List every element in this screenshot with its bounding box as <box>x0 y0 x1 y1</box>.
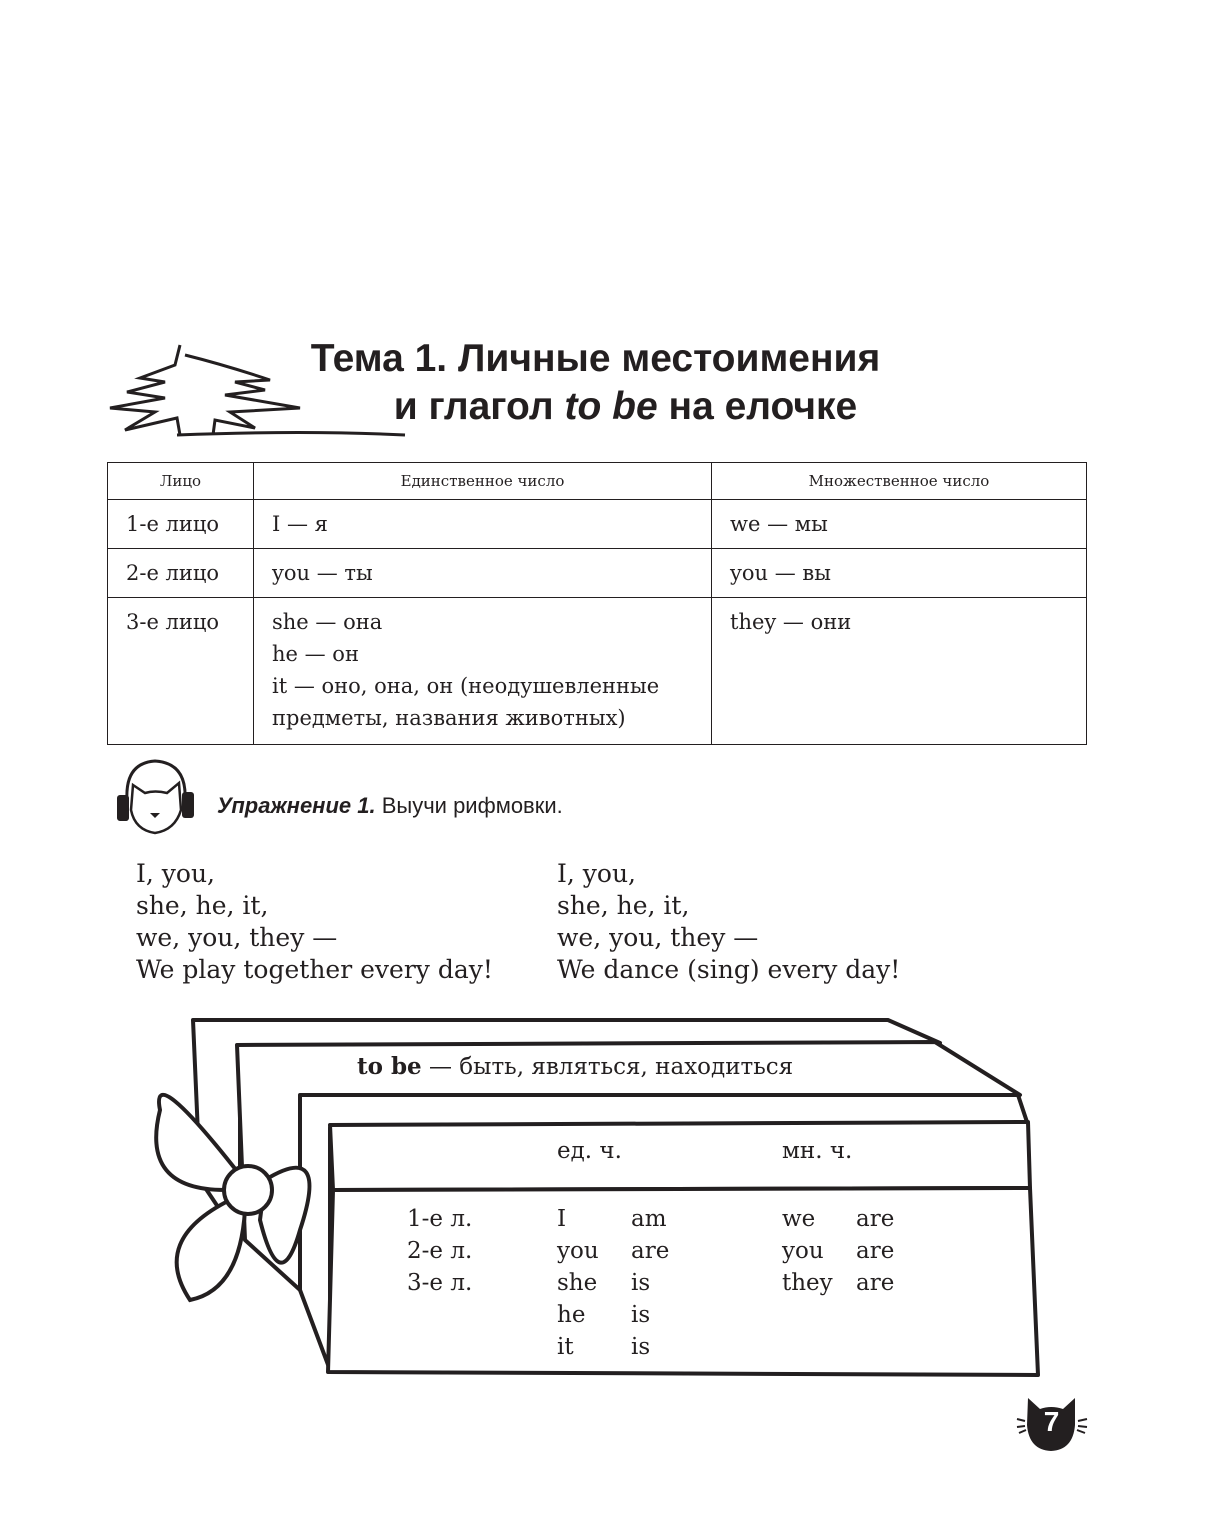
pronoun: she <box>557 1270 598 1296</box>
pronoun: it <box>557 1334 574 1360</box>
verb-form: are <box>856 1206 895 1232</box>
singular-pronouns <box>557 1203 599 1363</box>
cell-line: she — она <box>272 610 383 634</box>
pronoun: you <box>557 1238 599 1264</box>
rhyme-line: We dance (sing) every day! <box>557 955 901 984</box>
page-number: 7 <box>1043 1406 1060 1437</box>
person: 1-е л. <box>407 1206 473 1232</box>
cell: 1-е лицо <box>108 500 254 549</box>
verb-form: am <box>631 1206 667 1232</box>
person: 3-е л. <box>407 1270 473 1296</box>
plural-pronouns <box>782 1203 833 1299</box>
header-cell: Лицо <box>108 463 254 500</box>
exercise-label: Упражнение 1. <box>217 793 376 818</box>
cell: 2-е лицо <box>108 549 254 598</box>
pronoun: he <box>557 1302 586 1328</box>
rhyme-line: we, you, they — <box>557 923 759 952</box>
cell: you — вы <box>712 549 1087 598</box>
rhyme-line: she, he, it, <box>557 891 690 920</box>
cell: I — я <box>254 500 712 549</box>
cell-line: it — оно, она, он (неодушевленные <box>272 674 660 698</box>
rhyme-line: I, you, <box>136 859 215 888</box>
cell: 3-е лицо <box>108 598 254 745</box>
cell: you — ты <box>254 549 712 598</box>
cell-line: he — он <box>272 642 359 666</box>
verb-form: are <box>856 1270 895 1296</box>
rhyme-line: we, you, they — <box>136 923 338 952</box>
singular-verbs <box>631 1203 669 1363</box>
header-cell: Единственное число <box>254 463 712 500</box>
pronoun: I <box>557 1206 567 1232</box>
cell-line: предметы, названия животных) <box>272 706 626 730</box>
to-be-heading <box>357 1053 793 1080</box>
pronoun: they <box>782 1270 833 1296</box>
verb-meaning: — быть, являться, находиться <box>421 1054 794 1080</box>
title-emphasis: to be <box>564 385 658 428</box>
verb: to be <box>357 1053 422 1080</box>
verb-form: is <box>631 1302 651 1328</box>
cell: they — они <box>712 598 1087 745</box>
plural-verbs <box>856 1203 894 1299</box>
pronoun: you <box>782 1238 824 1264</box>
verb-form: is <box>631 1270 651 1296</box>
cell: we — мы <box>712 500 1087 549</box>
verb-form: is <box>631 1334 651 1360</box>
pronoun: we <box>782 1206 816 1232</box>
title-line-1: Тема 1. Личные местоимения <box>310 337 881 380</box>
person-column <box>407 1203 472 1299</box>
rhyme-line: she, he, it, <box>136 891 269 920</box>
rhyme-line: We play together every day! <box>136 955 493 984</box>
verb-form: are <box>856 1238 895 1264</box>
header-cell: Множественное число <box>712 463 1087 500</box>
plural-header: мн. ч. <box>782 1138 853 1164</box>
person: 2-е л. <box>407 1238 473 1264</box>
rhyme-line: I, you, <box>557 859 636 888</box>
singular-header: ед. ч. <box>557 1138 622 1164</box>
title-text: и глагол <box>393 385 565 428</box>
title-text: на елочке <box>657 385 858 428</box>
exercise-text: Выучи рифмовки. <box>375 793 563 818</box>
verb-form: are <box>631 1238 670 1264</box>
